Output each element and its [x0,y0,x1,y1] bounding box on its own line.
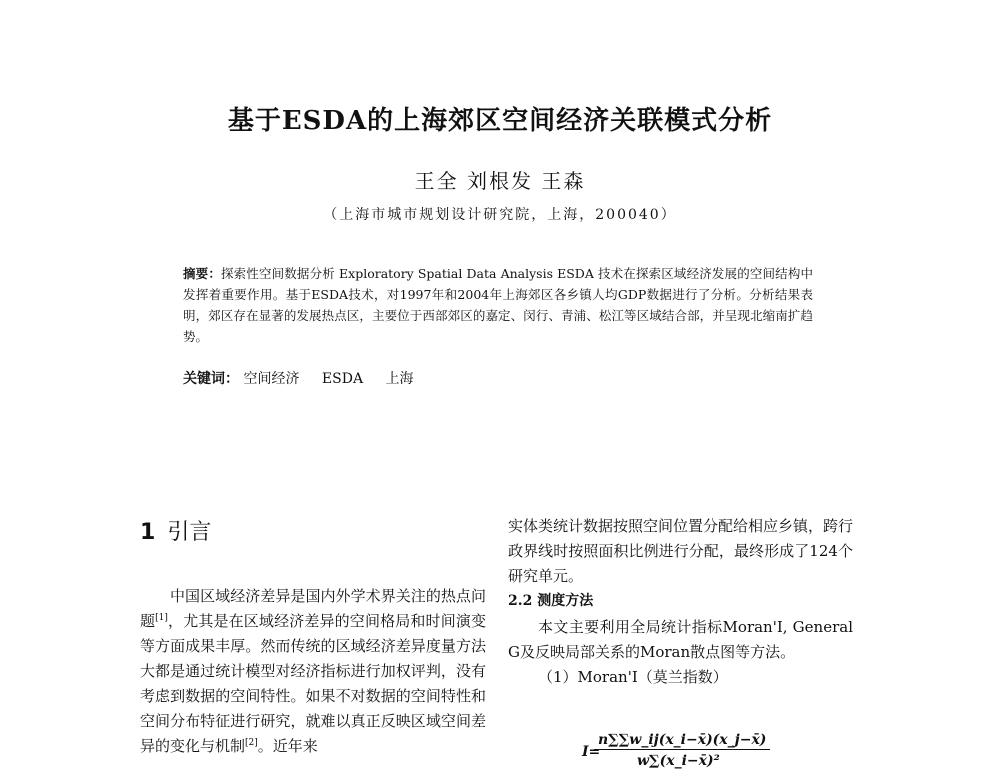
formula-numerator: n∑∑w_ij(x_i−x̄)(x_j−x̄) [594,732,770,750]
intro-text-b: ，尤其是在区域经济差异的空间格局和时间演变等方面成果丰厚。然而传统的区域经济差异度量方法大都是通过统计模型对经济指标进行加权评判，没有考虑到数据的空间特性。如果不对数据的空间特性和空间分布特征进行研究，就难以真正反映区域空间差异的变化与机制 [140,612,486,755]
section-number: 1 [140,520,156,545]
right-column [508,514,853,690]
paper-authors: 王全 刘根发 王森 [414,169,586,193]
keyword-item: 上海 [385,371,414,387]
formula-lhs: I= [582,744,601,760]
abstract [183,263,813,347]
paper-affiliation: （上海市城市规划设计研究院，上海，200040） [323,207,677,223]
formula-denominator: w∑(x_i−x̄)² [637,753,720,769]
section-heading [140,515,486,546]
abstract-label: 摘要： [183,266,221,281]
intro-text-c: 。近年来 [257,737,318,755]
keyword-item: 空间经济 [243,371,300,387]
section-title: 引言 [167,520,212,545]
methods-paragraph: 本文主要利用全局统计指标Moran'I, General G及反映局部关系的Moran散点图等方法。 [508,618,853,661]
left-column [140,515,486,759]
keyword-item: ESDA [321,371,364,387]
keywords-label: 关键词： [183,371,239,387]
subsection-heading: 2.2 测度方法 [508,593,594,609]
citation-1: [1] [155,613,168,623]
formula-item-label: （1）Moran'I（莫兰指数） [538,668,728,686]
intro-paragraph [140,584,486,759]
citation-2: [2] [245,738,258,748]
continued-paragraph: 实体类统计数据按照空间位置分配给相应乡镇，跨行政界线时按照面积比例进行分配，最终形成了124个研究单元。 [508,517,854,585]
paper-title: 基于ESDA的上海郊区空间经济关联模式分析 [227,106,773,136]
intro-text-a: 中国区域经济差异是国内外学术界关注的热点问题 [140,587,486,630]
abstract-text: 探索性空间数据分析 Exploratory Spatial Data Analysis ESDA 技术在探索区域经济发展的空间结构中发挥着重要作用。基于ESDA技术，对1997年和2004年上海郊区各乡镇人均GDP数据进行了分析。分析结果表明，郊区存在显著的发展热点区，主要位于西部郊区的嘉定、闵行、青浦、松江等区域结合部，并呈现北缩南扩趋势。 [183,266,813,344]
keywords [183,368,813,388]
